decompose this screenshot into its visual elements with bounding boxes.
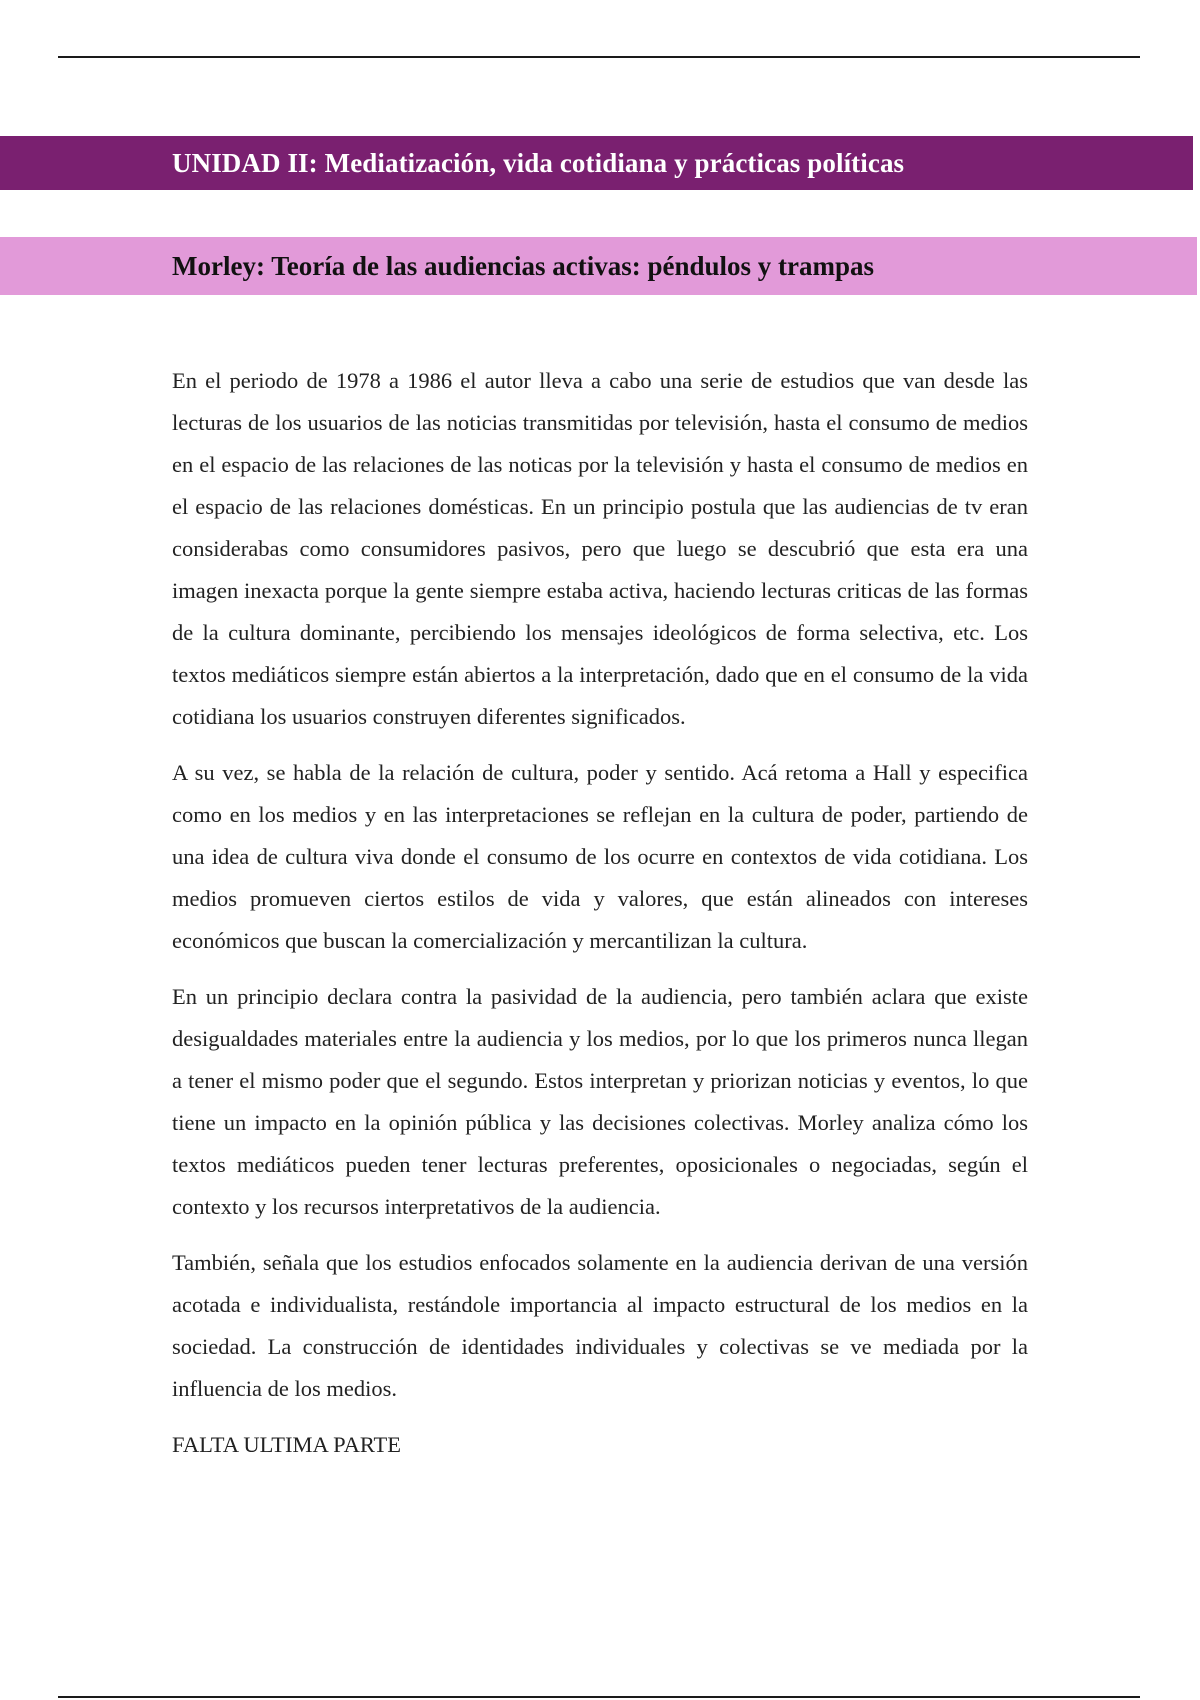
- top-rule: [58, 56, 1140, 58]
- unit-banner: [0, 136, 1193, 190]
- document-body: [172, 360, 1028, 1480]
- pending-note: FALTA ULTIMA PARTE: [172, 1432, 401, 1457]
- unit-heading: UNIDAD II: Mediatización, vida cotidiana y prácticas políticas: [172, 147, 905, 178]
- section-heading: Morley: Teoría de las audiencias activas: péndulos y trampas: [172, 250, 875, 281]
- bottom-rule: [58, 1696, 1140, 1698]
- paragraph-1: En el periodo de 1978 a 1986 el autor lleva a cabo una serie de estudios que van desde las lecturas de los usuarios de las noticias transmitidas por televisión, hasta el consumo de medios en el espacio de las relaciones de las noticas por la televisión y hasta el consumo de medios en el espacio de las relaciones domésticas. En un principio postula que las audiencias de tv eran considerabas como consumidores pasivos, pero que luego se descubrió que esta era una imagen inexacta porque la gente siempre estaba activa, haciendo lecturas criticas de las formas de la cultura dominante, percibiendo los mensajes ideológicos de forma selectiva, etc. Los textos mediáticos siempre están abiertos a la interpretación, dado que en el consumo de la vida cotidiana los usuarios construyen diferentes significados.: [172, 368, 1028, 729]
- section-banner: [0, 237, 1197, 295]
- paragraph-2: A su vez, se habla de la relación de cultura, poder y sentido. Acá retoma a Hall y especifica como en los medios y en las interpretaciones se reflejan en la cultura de poder, partiendo de una idea de cultura viva donde el consumo de los ocurre en contextos de vida cotidiana. Los medios promueven ciertos estilos de vida y valores, que están alineados con intereses económicos que buscan la comercialización y mercantilizan la cultura.: [172, 760, 1028, 953]
- paragraph-3: En un principio declara contra la pasividad de la audiencia, pero también aclara que existe desigualdades materiales entre la audiencia y los medios, por lo que los primeros nunca llegan a tener el mismo poder que el segundo. Estos interpretan y priorizan noticias y eventos, lo que tiene un impacto en la opinión pública y las decisiones colectivas. Morley analiza cómo los textos mediáticos pueden tener lecturas preferentes, oposicionales o negociadas, según el contexto y los recursos interpretativos de la audiencia.: [172, 984, 1028, 1219]
- paragraph-4: También, señala que los estudios enfocados solamente en la audiencia derivan de una versión acotada e individualista, restándole importancia al impacto estructural de los medios en la sociedad. La construcción de identidades individuales y colectivas se ve mediada por la influencia de los medios.: [172, 1250, 1028, 1401]
